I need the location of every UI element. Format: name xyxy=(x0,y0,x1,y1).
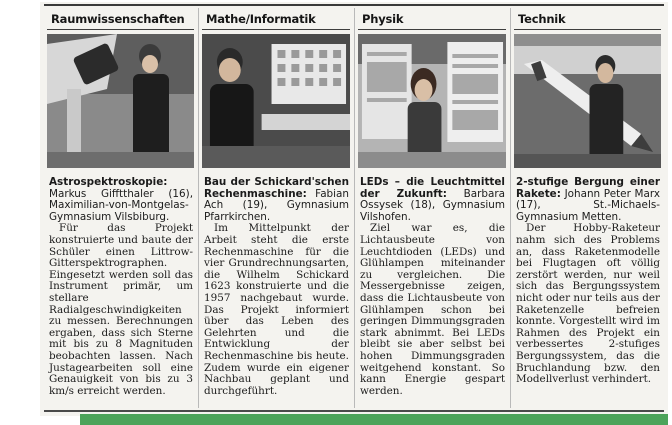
article-author: Fabian Ach (19), Gymnasium Pfarrkirchen. xyxy=(204,187,349,223)
page-margin xyxy=(0,395,38,425)
column-raumwissenschaften xyxy=(44,8,197,408)
green-page-strip xyxy=(80,414,668,425)
section-heading: Technik xyxy=(514,8,661,30)
article-rechenmaschine xyxy=(199,168,353,397)
article-body: Im Mittelpunkt der Arbeit steht die erste Rechenmaschine für die vier Grundrechnungsarten, die Wilhelm Schickard 1623 konstruierte und die 1957 nachgebaut wurde. Das Projekt informiert über das Leben des Gelehrten und die Entwicklung der Rechenmaschine bis heute. Zudem wurde ein eigener Nachbau geplant und durchgeführt. xyxy=(204,222,349,397)
article-rakete xyxy=(511,168,664,386)
article-author: Barbara Ossysek (18), Gymnasium Vilshofen. xyxy=(360,187,505,223)
rocket-photo xyxy=(514,34,661,168)
section-heading: Physik xyxy=(358,8,506,30)
column-technik xyxy=(510,8,664,408)
article-body: Für das Projekt konstruierte und baute der Schüler einen Littrow-Gitterspektrographen. Eingesetzt werden soll das Instrument primär, um stellare Radialgeschwindigkeiten zu messen. Berechnungen ergaben, dass sich Sterne mit bis zu 8 Magnituden beobachten lassen. Nach Justagearbeiten soll eine Genauigkeit von bis zu 3 km/s erreicht werden. xyxy=(49,222,193,397)
article-kicker: Bau der Schickard'schen Rechenmaschine: xyxy=(204,176,349,200)
column-physik xyxy=(354,8,509,408)
article-author: Johann Peter Marx (17), St.-Michaels-Gymnasium Metten. xyxy=(516,187,661,223)
top-rule xyxy=(44,4,664,6)
article-kicker: 2-stufige Bergung einer Rakete: xyxy=(516,176,660,200)
bottom-rule xyxy=(44,410,664,412)
column-mathe-informatik xyxy=(198,8,353,408)
article-author: Markus Gifftthaler (16), Maximilian-von-Montgelas-Gymnasium Vilsbiburg. xyxy=(49,187,193,223)
article-body: Der Hobby-Raketeur nahm sich des Problems an, dass Raketenmodelle bei Flugtagen oft völlig zerstört werden, nur weil sich das Bergungssystem nicht oder nur teils aus der Raketenzelle befreien konnte. Vorgestellt wird im Rahmen des Projekt ein verbessertes 2-stufiges Bergungssystem, das die Bruchlandung bzw. den Modellverlust verhindert. xyxy=(516,222,660,386)
section-heading: Mathe/Informatik xyxy=(202,8,350,30)
article-kicker: Astrospektroskopie: xyxy=(49,176,168,188)
telescope-photo xyxy=(47,34,194,168)
article-astrospektroskopie xyxy=(44,168,197,397)
calculating-machine-photo xyxy=(202,34,350,168)
article-body: Ziel war es, die Lichtausbeute von Leuchtdioden (LEDs) und Glühlampen miteinander zu vergleichen. Die Messergebnisse zeigen, dass die Lichtausbeute von Glühlampen schon bei geringen Dimmungsgraden stark abnimmt. Bei LEDs bleibt sie aber selbst bei hohen Dimmungsgraden weitgehend konstant. So kann Energie gespart werden. xyxy=(360,222,505,397)
section-heading: Raumwissenschaften xyxy=(47,8,194,30)
article-kicker: LEDs – die Leuchtmittel der Zukunft: xyxy=(360,176,505,200)
led-poster-photo xyxy=(358,34,506,168)
article-leds xyxy=(355,168,509,397)
